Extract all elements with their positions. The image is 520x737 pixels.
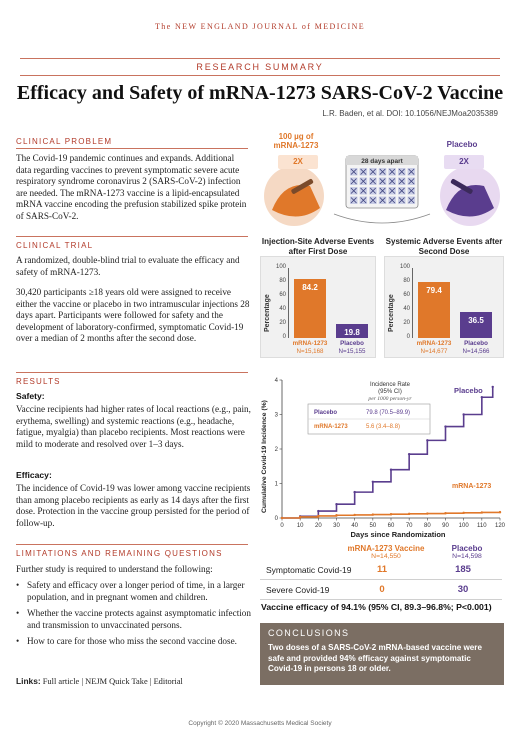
- x-tick-label: 90: [442, 523, 449, 529]
- x-tick-label: 120: [494, 523, 506, 529]
- ae-bar-value: 36.5: [468, 316, 484, 326]
- copyright: Copyright © 2020 Massachusetts Medical Society: [188, 720, 332, 727]
- table-col1-title: mRNA-1273 Vaccine: [347, 544, 425, 553]
- link-separator: |: [81, 677, 84, 686]
- ae-bar-value: 84.2: [302, 283, 318, 293]
- y-tick-label: 3: [274, 412, 278, 419]
- series-point: [444, 425, 446, 427]
- ae-tick-label: 80: [279, 278, 286, 284]
- page-title: Efficacy and Safety of mRNA-1273 SARS-CoV-2 Vaccine: [16, 82, 504, 104]
- ae-tick-label: 60: [403, 292, 410, 298]
- series-point: [390, 469, 392, 471]
- banner-text: RESEARCH SUMMARY: [196, 62, 324, 72]
- table-row-vaccine: 11: [376, 564, 388, 575]
- clinical-trial-heading: CLINICAL TRIAL: [16, 236, 248, 252]
- link-separator: |: [149, 677, 152, 686]
- series-point: [281, 517, 283, 519]
- ae-bar-label: Placebo: [340, 340, 364, 347]
- vaccine-efficacy: Vaccine efficacy of 94.1% (95% CI, 89.3–96.8%; P<0.001): [261, 602, 492, 612]
- x-tick-label: 70: [405, 523, 413, 529]
- x-tick-label: 40: [351, 523, 359, 529]
- vaccine-dose-count: 2X: [278, 155, 318, 169]
- efficacy-label: Efficacy:: [16, 470, 52, 480]
- table-row-placebo: 30: [457, 584, 469, 595]
- efficacy-text: The incidence of Covid-19 was lower among vaccine recipients than among placebo recipients as early as 14 days after the first dose. Protection in the vaccine group persisted for the period of follow-up.: [16, 483, 251, 528]
- series-point: [317, 510, 319, 512]
- series-point: [444, 512, 446, 514]
- table-header-placebo: [432, 544, 502, 560]
- clinical-trial-text1: A randomized, double-blind trial to evaluate the efficacy and safety of mRNA-1273.: [16, 255, 240, 277]
- ae-tick-label: 80: [403, 278, 410, 284]
- clinical-problem-text: The Covid-19 pandemic continues and expands. Additional data regarding vaccines to prevent symptomatic severe acute respiratory syndrome coronavirus 2 (SARS-CoV-2) infection are needed. The mRNA-1273 vaccine is a lipid-encapsulated mRNA vaccine encoding the prefusion stabilized spike protein of SARS-CoV-2.: [16, 153, 247, 221]
- placebo-dose-label: Placebo: [446, 140, 478, 149]
- x-tick-label: 60: [387, 523, 395, 529]
- y-tick-label: 2: [274, 447, 278, 453]
- series-point: [426, 439, 428, 441]
- ae-tick-label: 0: [282, 334, 286, 340]
- series-point: [299, 516, 301, 518]
- research-summary-banner: [20, 58, 500, 76]
- ae-tick-label: 40: [279, 306, 286, 312]
- series-point: [492, 386, 494, 388]
- ae-bar-n: N=15,155: [338, 347, 366, 355]
- ae-tick-label: 20: [403, 320, 410, 326]
- legend-subtitle: (95% CI): [378, 389, 402, 395]
- ae-bar-label: Placebo: [464, 340, 488, 347]
- ae-tick-label: 100: [275, 264, 286, 270]
- conclusions-text: Two doses of a SARS-CoV-2 mRNA-based vaccine were safe and provided 94% efficacy against symptomatic Covid-19 in persons 18 or older.: [268, 643, 482, 673]
- table-col2-title: Placebo: [451, 544, 483, 553]
- full-article-link[interactable]: Full article: [42, 677, 80, 686]
- ae-tick-label: 40: [403, 306, 410, 312]
- ae-y-axis: [288, 268, 289, 338]
- x-axis-label: Days since Randomization: [350, 530, 446, 539]
- series-point: [426, 512, 428, 514]
- table-row: [260, 560, 502, 580]
- x-tick-label: 110: [477, 523, 487, 529]
- vaccine-series-label: mRNA-1273: [452, 483, 492, 490]
- ae-bar-value: 19.8: [344, 328, 360, 338]
- limitations-intro: Further study is required to understand the following:: [16, 564, 213, 574]
- ae-panel-title-1: Injection-Site Adverse Events after First Dose: [261, 237, 375, 256]
- ae-tick-label: 60: [279, 292, 286, 298]
- series-point: [481, 511, 483, 513]
- links-label: Links:: [16, 676, 41, 686]
- incidence-chart: [258, 368, 504, 540]
- table-row-vaccine: 0: [379, 584, 385, 595]
- ae-bar-value: 79.4: [426, 286, 442, 296]
- series-point: [462, 512, 464, 514]
- series-point: [390, 513, 392, 515]
- legend-title: Incidence Rate: [369, 382, 411, 388]
- x-tick-label: 10: [296, 523, 304, 529]
- placebo-series-label: Placebo: [454, 386, 483, 395]
- x-tick-label: 30: [333, 523, 340, 529]
- interval-arc-icon: [334, 214, 430, 223]
- ae-bar-caption: [454, 340, 498, 355]
- journal-masthead: The NEW ENGLAND JOURNAL of MEDICINE: [154, 22, 366, 31]
- byline: L.R. Baden, et al. DOI: 10.1056/NEJMoa2035389: [322, 109, 498, 118]
- series-point: [408, 453, 410, 455]
- table-header-vaccine: [344, 544, 428, 560]
- series-point: [462, 413, 464, 415]
- series-point: [499, 511, 501, 513]
- series-point: [372, 513, 374, 515]
- limitations-list: [16, 580, 251, 653]
- vaccine-dose-label: 100 µg of mRNA-1273: [273, 132, 319, 150]
- legend-vaccine-name: mRNA-1273: [314, 424, 348, 430]
- table-row-placebo: 185: [455, 564, 471, 575]
- y-tick-label: 0: [274, 516, 278, 522]
- x-tick-label: 20: [314, 523, 322, 529]
- ae-bar-caption: [330, 340, 374, 355]
- ae-bar-caption: [412, 340, 456, 355]
- y-axis-label: Cumulative Covid-19 Incidence (%): [261, 400, 268, 513]
- series-point: [408, 513, 410, 515]
- ae-bar-n: N=14,677: [420, 347, 448, 355]
- legend-unit: per 1000 person-yr: [368, 396, 412, 402]
- legend-placebo-rate: 79.8 (70.5–89.9): [366, 410, 411, 416]
- series-point: [353, 491, 355, 493]
- safety-text: Vaccine recipients had higher rates of local reactions (e.g., pain, erythema, swelling) and systemic reactions (e.g., headache, fatigue, myalgia) than placebo recipients. Most reactions were mild to moderate and resolved over 1–3 days.: [16, 404, 251, 449]
- y-tick-label: 4: [274, 378, 278, 384]
- ae-y-axis: [412, 268, 413, 338]
- ae-tick-label: 0: [406, 334, 410, 340]
- ae-bar-n: N=15,168: [296, 347, 324, 355]
- safety-label: Safety:: [16, 391, 45, 401]
- clinical-trial-text2: 30,420 participants ≥18 years old were assigned to receive either the vaccine or placebo in two intramuscular injections 28 days apart. Participants were followed for safety and the development of laboratory-confirmed, symptomatic Covid-19 over a median of 2 months after the second dose.: [16, 287, 250, 344]
- series-point: [317, 515, 319, 517]
- list-item: • Whether the vaccine protects against asymptomatic infection and transmission to unvaccinated persons.: [16, 608, 251, 631]
- limitations-heading: LIMITATIONS AND REMAINING QUESTIONS: [16, 544, 248, 560]
- editorial-link[interactable]: Editorial: [153, 677, 183, 686]
- ae-y-axis-label: Percentage: [388, 294, 395, 332]
- table-row-label: Severe Covid-19: [266, 585, 330, 595]
- interval-label: 28 days apart: [361, 158, 403, 165]
- conclusions-box: [260, 623, 504, 685]
- series-point: [481, 396, 483, 398]
- series-point: [353, 514, 355, 516]
- links-bar: [16, 676, 183, 686]
- legend-vaccine-rate: 5.6 (3.4–8.8): [366, 424, 401, 430]
- x-tick-label: 0: [280, 523, 284, 529]
- ae-bar-caption: [288, 340, 332, 355]
- ae-tick-label: 20: [279, 320, 286, 326]
- series-point: [372, 481, 374, 483]
- quick-take-link[interactable]: NEJM Quick Take: [85, 677, 148, 686]
- x-tick-label: 50: [369, 523, 377, 529]
- table-col1-n: N=14,550: [371, 553, 401, 560]
- x-tick-label: 80: [423, 523, 431, 529]
- table-row-label: Symptomatic Covid-19: [266, 565, 352, 575]
- series-point: [335, 503, 337, 505]
- conclusions-heading: CONCLUSIONS: [268, 628, 350, 638]
- ae-y-axis-label: Percentage: [264, 294, 271, 332]
- ae-bar-n: N=14,566: [462, 347, 490, 355]
- series-point: [335, 514, 337, 516]
- table-col2-n: N=14,598: [452, 553, 482, 560]
- y-tick-label: 1: [274, 481, 278, 488]
- ae-tick-label: 100: [399, 264, 410, 270]
- clinical-problem-heading: CLINICAL PROBLEM: [16, 137, 248, 149]
- x-tick-label: 100: [458, 523, 469, 529]
- list-item: • Safety and efficacy over a longer period of time, in a larger population, and in pregnant women and children.: [16, 580, 251, 603]
- list-item: • How to care for those who miss the second vaccine dose.: [16, 636, 251, 648]
- placebo-dose-count: 2X: [444, 155, 484, 169]
- results-heading: RESULTS: [16, 372, 248, 388]
- table-row: [260, 580, 502, 600]
- ae-bar-label: mRNA-1273: [292, 340, 328, 347]
- ae-panel-title-2: Systemic Adverse Events after Second Dose: [385, 237, 503, 256]
- legend-placebo-name: Placebo: [314, 410, 338, 416]
- ae-bar-label: mRNA-1273: [416, 340, 452, 347]
